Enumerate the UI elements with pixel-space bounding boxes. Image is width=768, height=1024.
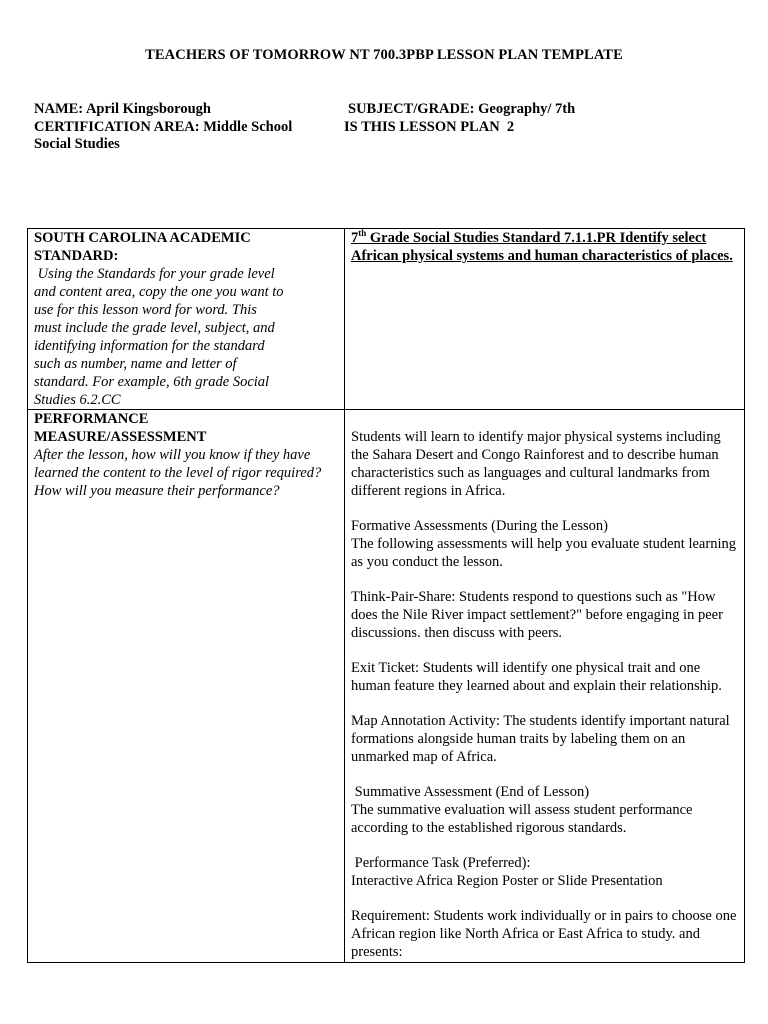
lesson-plan-table [27,228,745,963]
performance-task-section [351,854,738,890]
standard-label-line1: SOUTH CAROLINA ACADEMIC [34,230,251,246]
performance-task-body: Interactive Africa Region Poster or Slide Presentation [351,873,663,889]
exit-ticket-paragraph: Exit Ticket: Students will identify one physical trait and one human feature they learned about and explain their relationship. [351,660,722,694]
standard-value [351,229,738,265]
learning-objective-paragraph: Students will learn to identify major physical systems including the Sahara Desert and Congo Rainforest and to describe human characteristics such as languages and cultural landmarks from different regions in Africa. [351,429,721,499]
standard-text: Grade Social Studies Standard 7.1.1.PR Identify select African physical systems and human characteristics of places. [351,230,733,264]
table-row-standard [28,229,745,410]
performance-label-line1: PERFORMANCE [34,411,149,427]
certification-line: CERTIFICATION AREA: Middle School [34,118,293,135]
subject-info [344,101,644,136]
teacher-info [34,101,334,154]
standard-grade-suffix: th [358,228,367,239]
formative-assessment-section [351,517,738,571]
certification-line-continued: Social Studies [34,136,120,152]
standard-label-line2: STANDARD: [34,248,119,264]
standard-grade-number: 7 [351,230,359,246]
standard-value-cell [345,229,745,410]
summative-title: Summative Assessment (End of Lesson) [351,784,590,800]
lesson-plan-number-line: IS THIS LESSON PLAN 2 [344,118,515,135]
name-line: NAME: April Kingsborough [34,101,211,117]
formative-body: The following assessments will help you evaluate student learning as you conduct the lesson. [351,536,736,570]
map-annotation-paragraph: Map Annotation Activity: The students identify important natural formations alongside human traits by labeling them on an unmarked map of Africa. [351,713,730,765]
document-title: TEACHERS OF TOMORROW NT 700.3PBP LESSON PLAN TEMPLATE [145,47,623,63]
summative-assessment-section [351,783,738,837]
standard-label-cell [28,229,345,410]
performance-instructions: After the lesson, how will you know if they have learned the content to the level of rigor required? How will you measure their performance? [34,447,322,499]
subject-grade-line: SUBJECT/GRADE: Geography/ 7th [348,101,576,117]
performance-value-cell [345,410,745,963]
table-row-performance [28,410,745,963]
performance-task-title: Performance Task (Preferred): [351,855,531,871]
summative-body: The summative evaluation will assess student performance according to the established rigorous standards. [351,802,693,836]
performance-label-line2: MEASURE/ASSESSMENT [34,429,207,445]
performance-label-cell [28,410,345,963]
think-pair-share-paragraph: Think-Pair-Share: Students respond to questions such as "How does the Nile River impact settlement?" before engaging in peer discussions. then discuss with peers. [351,589,723,641]
requirement-paragraph: Requirement: Students work individually or in pairs to choose one African region like North Africa or East Africa to study. and presents: [351,908,737,960]
standard-instructions: Using the Standards for your grade level and content area, copy the one you want to use for this lesson word for word. This must include the grade level, subject, and identifying information for the standard such as number, name and letter of standard. For example, 6th grade Social Studies 6.2.CC [34,266,288,408]
formative-title: Formative Assessments (During the Lesson) [351,518,608,534]
